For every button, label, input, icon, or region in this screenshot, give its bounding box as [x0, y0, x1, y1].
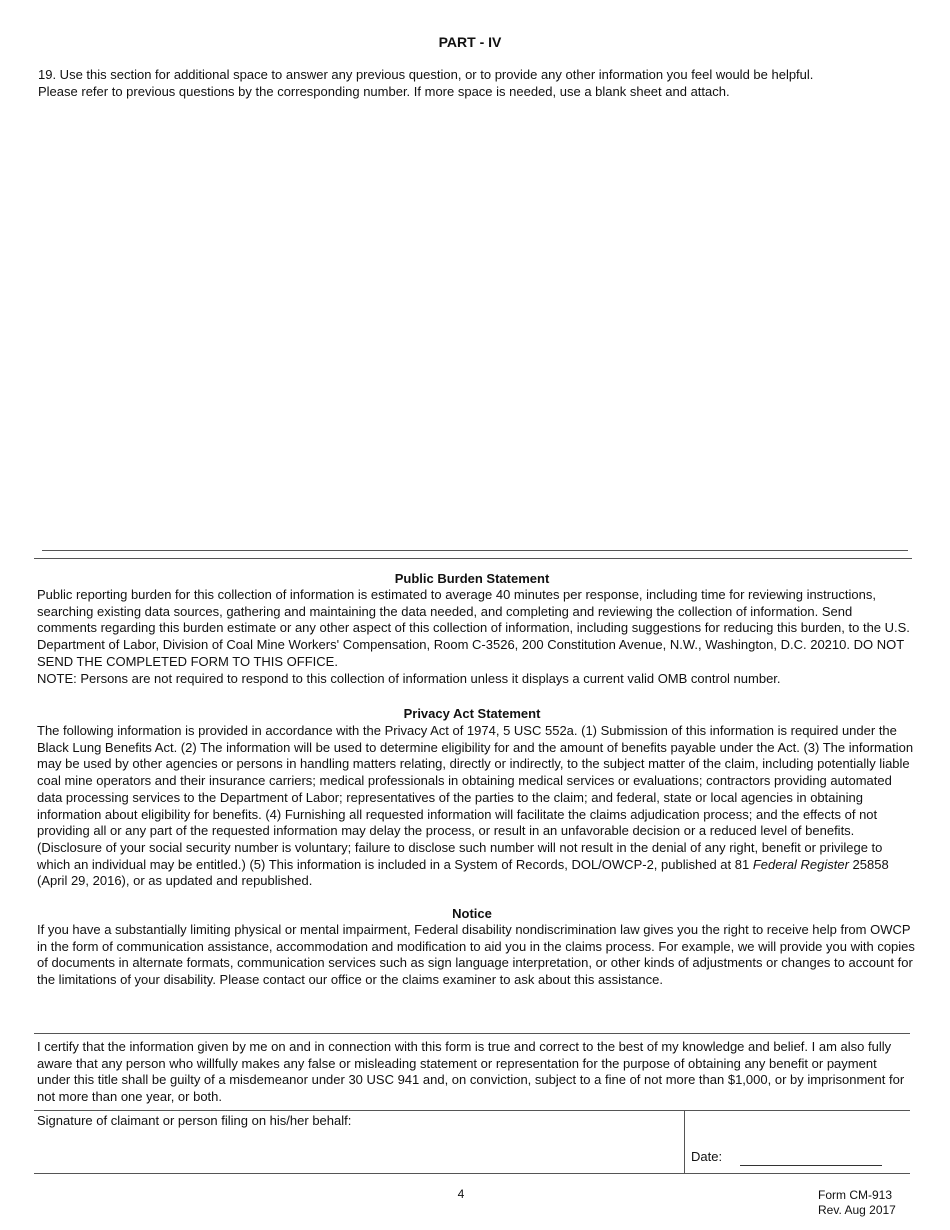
- divider: [34, 1033, 910, 1034]
- notice-heading: Notice: [452, 906, 492, 921]
- public-burden-body: Public reporting burden for this collection of information is estimated to average 40 minutes per response, including time for reviewing instructions, searching existing data sources, gathering and maintaining the data needed, and completing and reviewing the collection of information. Send comments regarding this burden estimate or any other aspect of this collection of information, including suggestions for reducing this burden, to the U.S. Department of Labor, Division of Coal Mine Workers' Compensation, Room C-3526, 200 Constitution Avenue, N.W., Washington, D.C. 20210. DO NOT SEND THE COMPLETED FORM TO THIS OFFICE.: [37, 587, 910, 669]
- question-19-instructions: [38, 67, 918, 100]
- divider: [34, 558, 912, 559]
- question-19-line-1: 19. Use this section for additional space to answer any previous question, or to provide any other information you feel would be helpful.: [38, 67, 814, 82]
- certification-statement: I certify that the information given by me on and in connection with this form is true and correct to the best of my knowledge and belief. I am also fully aware that any person who willfully makes any false or misleading statement or representation for the purpose of obtaining any benefit or payment under this title shall be guilty of a misdemeanor under 30 USC 941 and, on conviction, subject to a fine of not more than $1,000, or by imprisonment for not more than one year, or both.: [37, 1039, 905, 1105]
- public-burden-text: [37, 587, 915, 687]
- public-burden-heading: Public Burden Statement: [394, 571, 550, 586]
- privacy-act-heading: Privacy Act Statement: [403, 706, 541, 721]
- additional-answer-area[interactable]: [38, 110, 908, 540]
- privacy-act-text: [37, 723, 915, 890]
- part-title: PART - IV: [438, 34, 502, 50]
- form-revision: Rev. Aug 2017: [818, 1203, 896, 1217]
- notice-text: If you have a substantially limiting physical or mental impairment, Federal disability nondiscrimination law gives you the right to receive help from OWCP in the form of communication assistance, accommodation and modification to aid you in the claims process. For example, we will provide you with copies of documents in alternate formats, communication services such as sign language interpretation, or other kinds of adjustments or changes to account for the limitations of your disability. Please contact our office or the claims examiner to ask about this assistance.: [37, 922, 915, 988]
- divider: [34, 1173, 910, 1174]
- date-label: Date:: [691, 1149, 723, 1164]
- signature-date-separator: [684, 1110, 685, 1173]
- page-number: 4: [457, 1187, 465, 1201]
- divider: [42, 550, 908, 551]
- form-id: Form CM-913: [818, 1188, 893, 1202]
- public-burden-note: NOTE: Persons are not required to respond to this collection of information unless it displays a current valid OMB control number.: [37, 670, 781, 686]
- privacy-act-body-part-2: 25858 (April 29, 2016), or as updated and republished.: [37, 856, 889, 889]
- question-19-line-2: Please refer to previous questions by the corresponding number. If more space is needed, use a blank sheet and attach.: [38, 83, 730, 99]
- signature-label: Signature of claimant or person filing on his/her behalf:: [37, 1113, 352, 1128]
- date-field[interactable]: [740, 1165, 882, 1166]
- federal-register-citation: Federal Register: [752, 856, 849, 872]
- privacy-act-body-part-1: The following information is provided in accordance with the Privacy Act of 1974, 5 USC 552a. (1) Submission of this information is required under the Black Lung Benefits Act. (2) The information will be used to determine eligibility for and the amount of benefits payable under the Act. (3) The information may be used by other agencies or persons in handling matters relating, directly or indirectly, to the subject matter of the claim, including potentially liable coal mine operators and their insurance carriers; medical professionals in obtaining medical services or evaluations; contractors providing automated data processing services to the Department of Labor; representatives of the parties to the claim; and federal, state or local agencies in obtaining information about eligibility for benefits. (4) Furnishing all requested information will facilitate the claims adjudication process; and the effects of not providing all or any part of the requested information may delay the process, or result in an unfavorable decision or a reduced level of benefits. (Disclosure of your social security number is voluntary; failure to disclose such number will not result in the denial of any right, benefit or privilege to which an individual may be entitled.) (5) This information is included in a System of Records, DOL/OWCP-2, published at 81: [37, 723, 914, 872]
